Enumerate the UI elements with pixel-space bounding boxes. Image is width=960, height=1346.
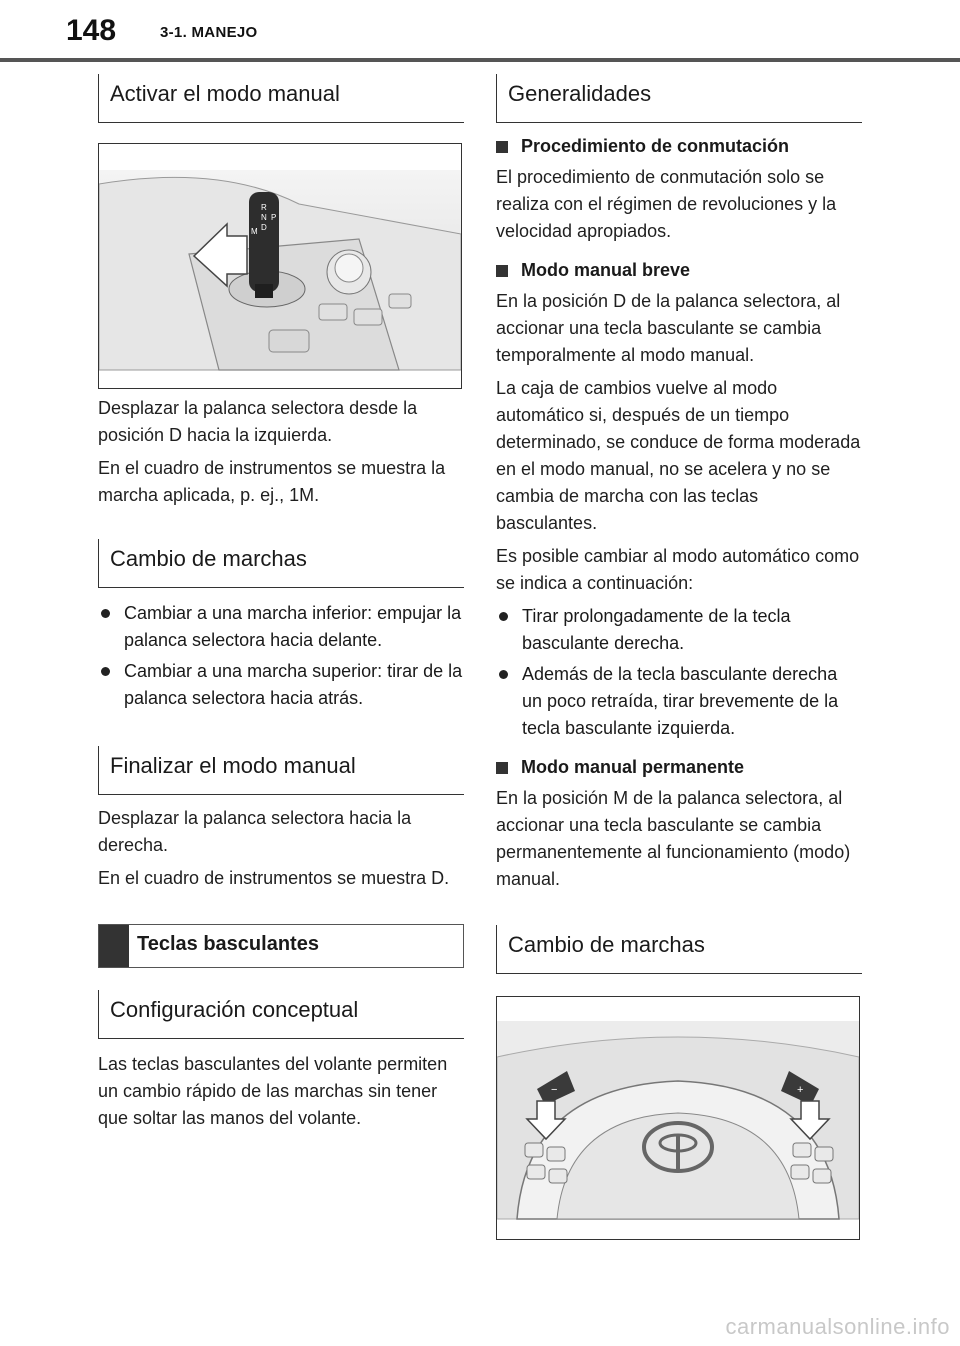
page-number: 148 (66, 14, 117, 47)
section-label: 3-1. MANEJO (160, 24, 258, 41)
heading-finalizar: Finalizar el modo manual (98, 746, 464, 795)
heading-bar (99, 925, 129, 967)
breve-paragraph-3: Es posible cambiar al modo automático como se indica a continuación: (496, 546, 860, 593)
breve-paragraph-1: En la posición D de la palanca selectora, al accionar una tecla basculante se cambia temporalmente al modo manual. (496, 291, 841, 365)
finalizar-paragraph-1: Desplazar la palanca selectora hacia la derecha. (98, 808, 412, 855)
breve-bullet-1: Tirar prolongadamente de la tecla basculante derecha. (496, 603, 862, 657)
paddle-plus-label: + (797, 1084, 804, 1096)
gear-lever-figure (98, 143, 462, 389)
lever-label-n: N (261, 213, 267, 222)
square-bullet-icon (496, 762, 508, 774)
activar-paragraph-1: Desplazar la palanca selectora desde la posición D hacia la izquierda. (98, 398, 418, 445)
finalizar-paragraph-2: En el cuadro de instrumentos se muestra D. (98, 868, 450, 888)
config-paragraph-1: Las teclas basculantes del volante permiten un cambio rápido de las marchas sin tener que soltar las manos del volante. (98, 1054, 448, 1128)
lever-label-p: P (271, 213, 277, 222)
heading-activar: Activar el modo manual (98, 74, 464, 123)
cambio-bullet-2: Cambiar a una marcha superior: tirar de la palanca selectora hacia atrás. (98, 658, 464, 712)
steering-wheel-figure (496, 996, 860, 1240)
heading-generalidades: Generalidades (496, 74, 862, 123)
heading-cambio-2: Cambio de marchas (496, 925, 862, 974)
square-bullet-icon (496, 141, 508, 153)
subheading-breve (496, 257, 862, 284)
breve-paragraph-2: La caja de cambios vuelve al modo automático si, después de un tiempo determinado, se conduce de forma moderada en el modo manual, no se acelera y no se cambia de marcha con las teclas basculantes. (496, 378, 861, 533)
gear-lever-illustration (99, 144, 461, 388)
heading-config: Configuración conceptual (98, 990, 464, 1039)
heading-teclas-text: Teclas basculantes (137, 933, 319, 955)
header-rule (0, 58, 960, 62)
activar-paragraph-2: En el cuadro de instrumentos se muestra la marcha aplicada, p. ej., 1M. (98, 458, 446, 505)
cambio-bullets (98, 600, 464, 712)
cambio-bullet-1: Cambiar a una marcha inferior: empujar la palanca selectora hacia delante. (98, 600, 464, 654)
left-column (98, 74, 464, 1132)
right-column (496, 74, 862, 1240)
subheading-procedimiento-text: Procedimiento de conmutación (521, 136, 790, 156)
subheading-permanente-text: Modo manual permanente (521, 757, 745, 777)
breve-bullet-2: Además de la tecla basculante derecha un poco retraída, tirar brevemente de la tecla basculante izquierda. (496, 661, 862, 742)
heading-cambio: Cambio de marchas (98, 539, 464, 588)
square-bullet-icon (496, 265, 508, 277)
watermark: carmanualsonline.info (725, 1314, 950, 1339)
subheading-breve-text: Modo manual breve (521, 260, 691, 280)
lever-label-m: M (251, 227, 258, 236)
lever-label-r: R (261, 203, 267, 212)
permanente-paragraph: En la posición M de la palanca selectora, al accionar una tecla basculante se cambia permanentemente al funcionamiento (modo) manual. (496, 788, 851, 889)
steering-wheel-illustration (497, 997, 859, 1239)
subheading-procedimiento (496, 133, 862, 160)
subheading-permanente (496, 754, 862, 781)
procedimiento-paragraph: El procedimiento de conmutación solo se realiza con el régimen de revoluciones y la velocidad apropiados. (496, 167, 837, 241)
breve-bullets (496, 603, 862, 742)
lever-label-d: D (261, 223, 267, 232)
paddle-minus-label: − (551, 1084, 558, 1096)
heading-teclas (98, 924, 464, 968)
